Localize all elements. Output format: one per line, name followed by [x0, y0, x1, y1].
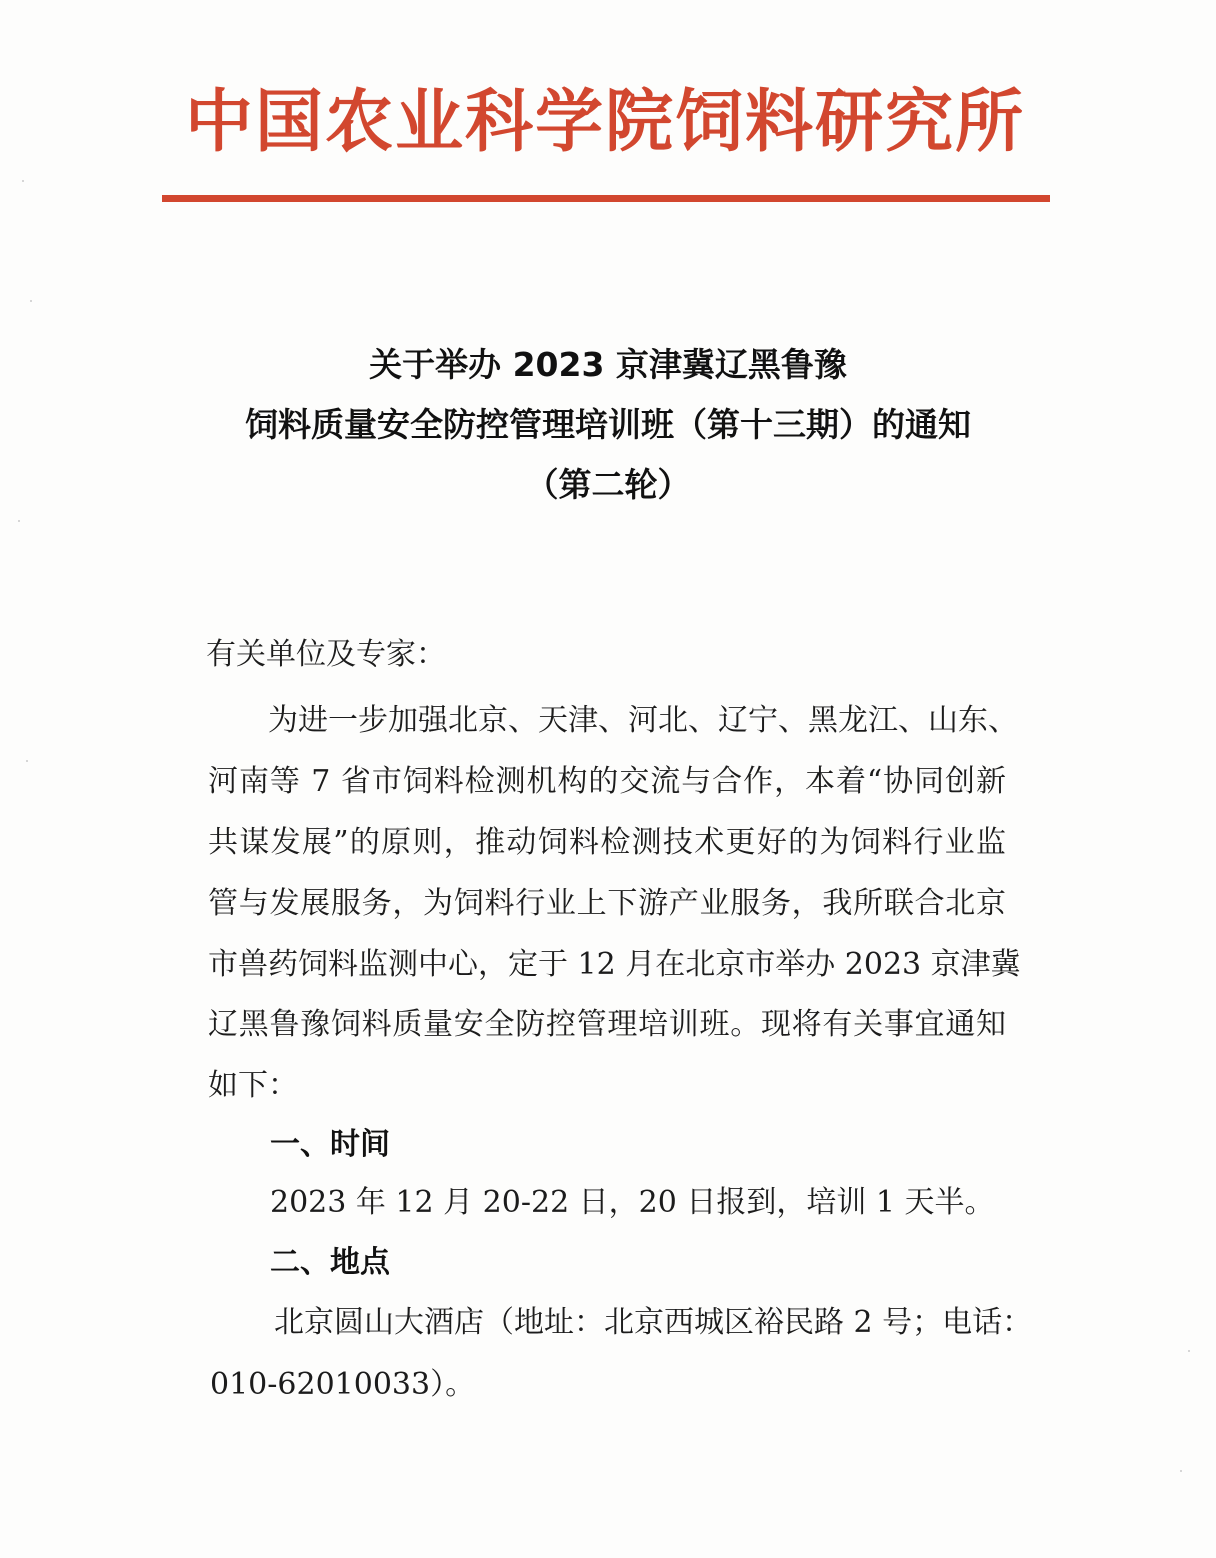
section-time-content: 2023 年 12 月 20-22 日，20 日报到，培训 1 天半。: [270, 1185, 995, 1220]
intro-line: 河南等 7 省市饲料检测机构的交流与合作，本着“协同创新: [208, 764, 1006, 799]
section-place-line-2: 010-62010033）。: [210, 1367, 476, 1402]
salutation: 有关单位及专家：: [206, 637, 446, 672]
scan-speck: [1188, 1350, 1190, 1352]
intro-line: 市兽药饲料监测中心，定于 12 月在北京市举办 2023 京津冀: [208, 947, 1021, 982]
letterhead-red-rule: [162, 195, 1050, 202]
section-heading-place: 二、地点: [270, 1245, 390, 1280]
letterhead-organization: 中国农业科学院饲料研究所: [184, 82, 1025, 162]
intro-line: 如下：: [208, 1068, 298, 1103]
intro-line: 辽黑鲁豫饲料质量安全防控管理培训班。现将有关事宜通知: [208, 1007, 1006, 1042]
notice-title-line-2: 饲料质量安全防控管理培训班（第十三期）的通知: [245, 405, 971, 444]
section-place-line-1: 北京圆山大酒店（地址：北京西城区裕民路 2 号；电话：: [274, 1305, 1033, 1340]
scan-speck: [26, 760, 28, 762]
intro-line: 管与发展服务，为饲料行业上下游产业服务，我所联合北京: [208, 886, 1006, 921]
scan-speck: [1180, 1470, 1182, 1472]
scan-speck: [30, 300, 32, 302]
notice-title-line-1: 关于举办 2023 京津冀辽黑鲁豫: [369, 345, 847, 384]
scan-speck: [18, 520, 20, 522]
intro-line: 为进一步加强北京、天津、河北、辽宁、黑龙江、山东、: [268, 703, 1018, 738]
intro-line: 共谋发展”的原则，推动饲料检测技术更好的为饲料行业监: [208, 825, 1006, 860]
notice-title-line-3: （第二轮）: [525, 465, 691, 504]
scan-speck: [22, 180, 24, 182]
section-heading-time: 一、时间: [270, 1127, 390, 1162]
